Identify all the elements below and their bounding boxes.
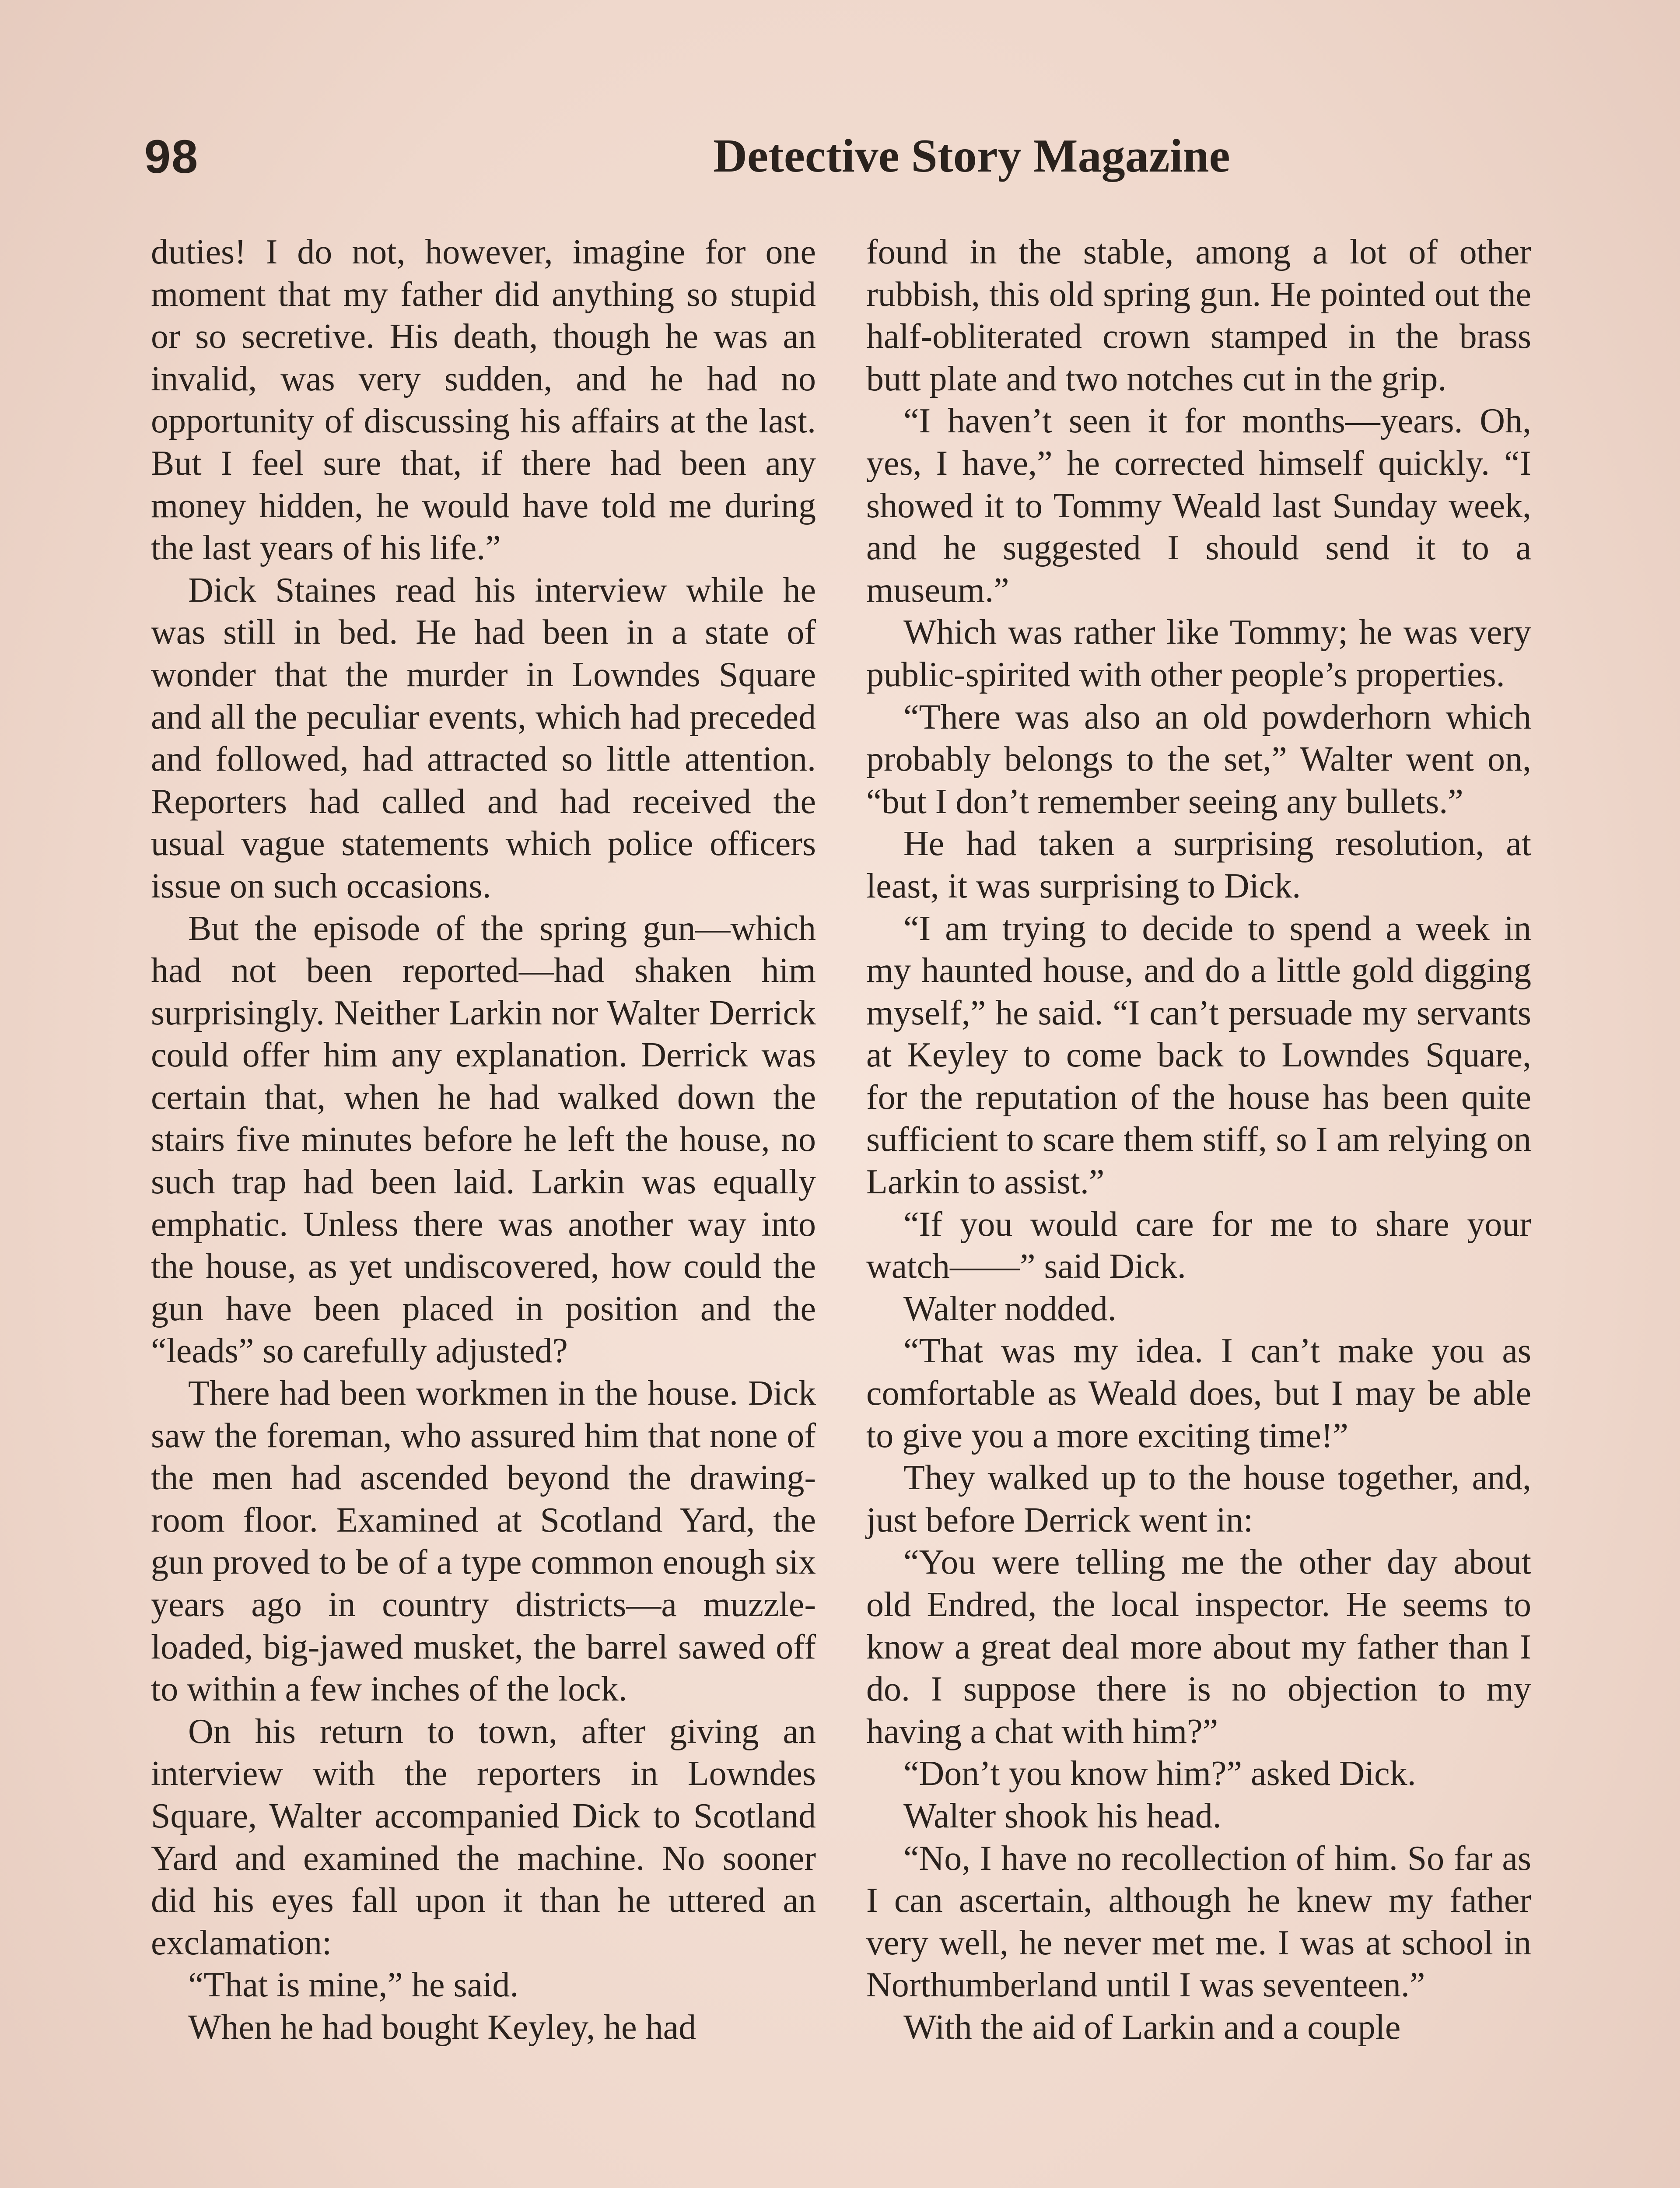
page-header [144,129,1544,195]
paragraph: Dick Staines read his interview while he was still in bed. He had been in a state of wonder that the murder in Lowndes Square and all the peculiar events, which had preceded and followed, had attracted so little attention. Reporters had called and had received the usual vague statements which police officers issue on such occasions. [151,571,816,905]
paragraph: When he had bought Keyley, he had [188,2008,696,2047]
running-title: Detective Story Magazine [713,130,1230,182]
paragraph: found in the stable, among a lot of other rubbish, this old spring gun. He pointed out the half-obliterated crown stamped in the brass butt plate and two notches cut in the grip. [866,233,1531,398]
paragraph: With the aid of Larkin and a couple [903,2008,1401,2047]
paragraph: There had been workmen in the house. Dick saw the foreman, who assured him that none of the men had ascended beyond the drawing-room floor. Examined at Scotland Yard, the gun proved to be of a type common enough six years ago in country districts—a muzzle-loaded, big-jawed musket, the barrel sawed off to within a few inches of the lock. [151,1374,816,1709]
paragraph: “Don’t you know him?” asked Dick. [903,1754,1416,1793]
paragraph: On his return to town, after giving an interview with the reporters in Lowndes Square, Walter accompanied Dick to Scotland Yard and examined the machine. No sooner did his eyes fall upon it than he uttered an exclamation: [151,1712,816,1962]
paragraph: “That is mine,” he said. [188,1966,519,2005]
paragraph: Which was rather like Tommy; he was very public-spirited with other people’s properties. [866,613,1531,694]
paragraph: Walter nodded. [903,1289,1116,1328]
paragraph: “You were telling me the other day about old Endred, the local inspector. He seems to know a great deal more about my father than I do. I suppose there is no objection to my having a chat with him?” [866,1543,1531,1751]
paragraph: But the episode of the spring gun—which had not been reported—had shaken him surprisingly. Neither Larkin nor Walter Derrick could offer him any explanation. Derrick was certain that, when he had walked down the stairs five minutes before he left the house, no such trap had been laid. Larkin was equally emphatic. Unless there was another way into the house, as yet undiscovered, how could the gun have been placed in position and the “leads” so carefully adjusted? [151,909,816,1371]
paragraph: “I am trying to decide to spend a week in my haunted house, and do a little gold digging myself,” he said. “I can’t persuade my servants at Keyley to come back to Lowndes Square, for the reputation of the house has been quite sufficient to scare them stiff, so I am relying on Larkin to assist.” [866,909,1531,1202]
paragraph: He had taken a surprising resolution, at least, it was surprising to Dick. [866,824,1531,905]
paragraph: Walter shook his head. [903,1796,1222,1835]
paragraph: duties! I do not, however, imagine for one moment that my father did anything so stupid or so secretive. His death, though he was an invalid, was very sudden, and he had no opportunity of discussing his affairs at the last. But I feel sure that, if there had been any money hidden, he would have told me during the last years of his life.” [151,233,816,568]
left-column [151,231,816,2049]
paragraph: “No, I have no recollection of him. So far as I can ascertain, although he knew my father very well, he never met me. I was at school in Northumberland until I was seventeen.” [866,1839,1531,2005]
paragraph: “If you would care for me to share your watch——” said Dick. [866,1205,1531,1286]
paragraph: “I haven’t seen it for months—years. Oh, yes, I have,” he corrected himself quickly. “I showed it to Tommy Weald last Sunday week, and he suggested I should send it to a museum.” [866,402,1531,610]
right-column [866,231,1531,2049]
paragraph: They walked up to the house together, and, just before Derrick went in: [866,1459,1531,1539]
page-number: 98 [144,130,199,183]
paragraph: “That was my idea. I can’t make you as comfortable as Weald does, but I may be able to give you a more exciting time!” [866,1332,1531,1455]
paragraph: “There was also an old powderhorn which probably belongs to the set,” Walter went on, “but I don’t remember seeing any bullets.” [866,698,1531,821]
